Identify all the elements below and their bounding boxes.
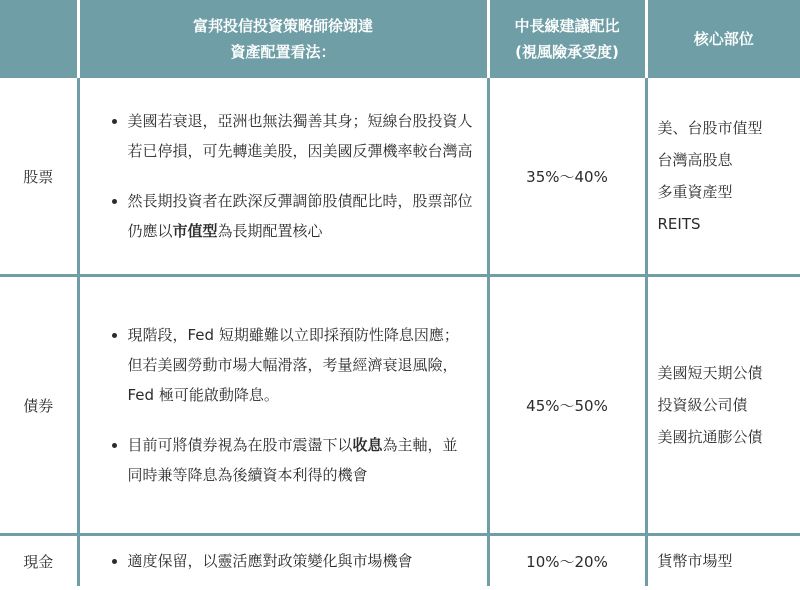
list-item: • 美國若衰退，亞洲也無法獨善其身；短線台股投資人若已停損，可先轉進美股，因美國反彈機率較台灣高 (128, 106, 473, 166)
list-item: • 現階段，Fed 短期雖難以立即採預防性降息因應；但若美國勞動市場大幅滑落，考量經濟衰退風險，Fed 極可能啟動降息。 (128, 320, 473, 410)
table-row-bonds (0, 276, 800, 535)
bullet-text: 目前可將債券視為在股市震盪下以 (127, 436, 353, 454)
asset-cell: 現金 (23, 552, 54, 571)
table-row-stocks (0, 78, 800, 276)
view-list (80, 106, 487, 246)
ratio-cell: 10%～20% (488, 535, 646, 587)
core-item: 美、台股市值型 (657, 119, 763, 137)
bullet-emphasis: 市值型 (172, 222, 218, 240)
header-strategist-line1: 富邦投信投資策略師徐翊達 (192, 17, 373, 35)
list-item (128, 430, 473, 490)
asset-cell: 股票 (0, 78, 78, 276)
header-core: 核心部位 (646, 0, 800, 78)
header-strategist-view (78, 0, 488, 78)
header-ratio-line1: 中長線建議配比 (514, 17, 620, 35)
view-list (80, 320, 487, 490)
core-item: 貨幣市場型 (657, 552, 733, 570)
core-item: 美國抗通膨公債 (657, 428, 763, 446)
ratio-cell: 35%～40% (488, 78, 646, 276)
view-cell (78, 276, 488, 535)
core-item: 美國短天期公債 (657, 364, 763, 382)
bullet-text: 為主軸，並同時兼等降息為後續資本利得的機會 (127, 436, 458, 484)
header-ratio-line2: (視風險承受度) (515, 43, 619, 61)
header-row (0, 0, 800, 78)
core-cell (646, 535, 800, 587)
core-cell (646, 78, 800, 276)
core-item: 多重資產型 (657, 183, 733, 201)
list-item (128, 186, 473, 246)
bullet-text: 為長期配置核心 (217, 222, 323, 240)
asset-cell: 債券 (0, 276, 78, 535)
bullet-text: 然長期投資者在跌深反彈調節股債配比時，股票部位仍應以 (127, 192, 473, 240)
core-item: REITS (657, 215, 701, 233)
header-strategist-line2: 資產配置看法： (230, 43, 336, 61)
header-ratio (488, 0, 646, 78)
view-list (80, 546, 487, 576)
ratio-cell: 45%～50% (488, 276, 646, 535)
header-asset (0, 0, 78, 78)
core-item: 投資級公司債 (657, 396, 748, 414)
bullet-emphasis: 收息 (352, 436, 383, 454)
list-item: • 適度保留，以靈活應對政策變化與市場機會 (128, 546, 473, 576)
core-cell (646, 276, 800, 535)
core-item: 台灣高股息 (657, 151, 733, 169)
view-cell (78, 535, 488, 587)
view-cell (78, 78, 488, 276)
table-row-cash (0, 535, 800, 587)
